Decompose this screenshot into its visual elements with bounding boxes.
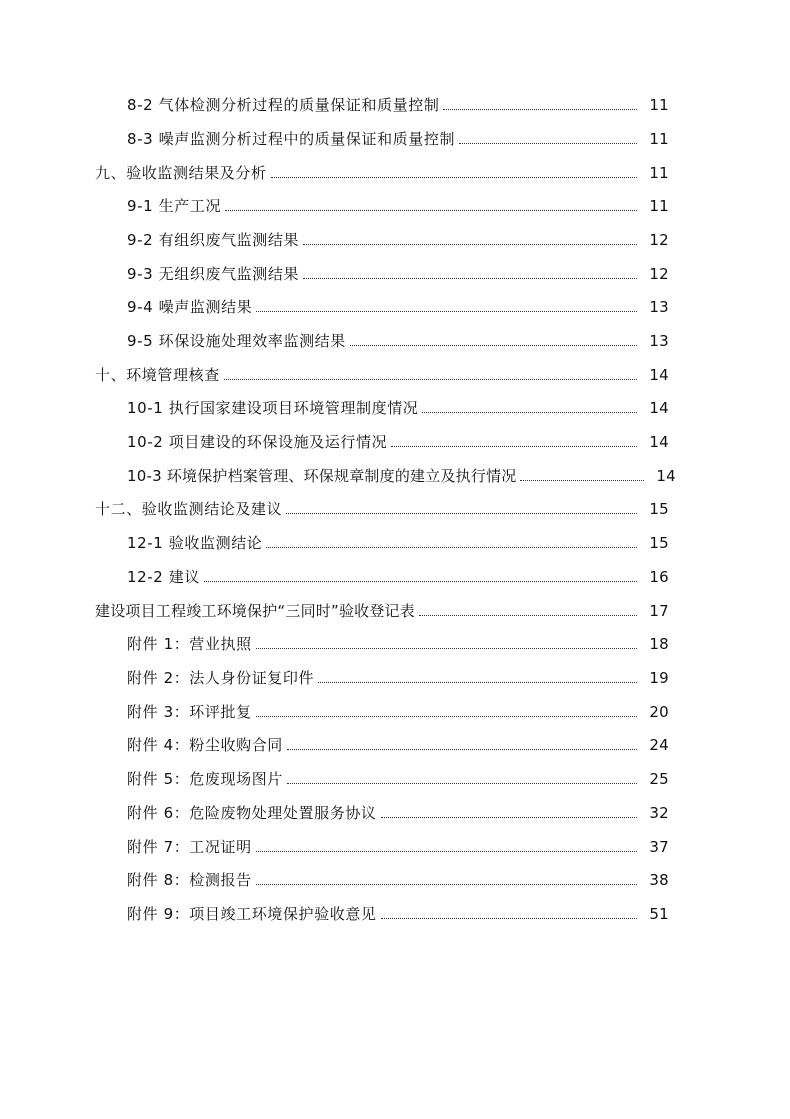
toc-dot-leader (419, 614, 637, 616)
toc-dot-leader (287, 748, 637, 750)
toc-entry-label: 8-3 噪声监测分析过程中的质量保证和质量控制 (127, 130, 456, 148)
toc-entry-attachment-9[interactable] (127, 900, 669, 924)
toc-dot-leader (381, 917, 637, 919)
toc-dot-leader (204, 580, 637, 582)
toc-entry-10-3[interactable] (127, 462, 676, 486)
toc-dot-leader (286, 512, 637, 514)
toc-entry-9-3[interactable] (127, 260, 669, 284)
toc-page-number: 13 (649, 298, 669, 316)
toc-page-number: 16 (649, 568, 669, 586)
toc-page-number: 12 (649, 231, 669, 249)
toc-dot-leader (381, 816, 637, 818)
toc-page-number: 15 (649, 534, 669, 552)
toc-dot-leader (266, 546, 637, 548)
toc-page-number: 11 (649, 197, 669, 215)
toc-entry-label: 建设项目工程竣工环境保护“三同时”验收登记表 (95, 602, 415, 620)
toc-entry-label: 12-1 验收监测结论 (127, 534, 263, 552)
toc-entry-9-1[interactable] (127, 192, 669, 216)
toc-entry-label: 9-1 生产工况 (127, 197, 222, 215)
toc-dot-leader (256, 310, 637, 312)
toc-entry-label: 附件 1：营业执照 (127, 635, 252, 653)
toc-entry-label: 10-3 环境保护档案管理、环保规章制度的建立及执行情况 (127, 467, 517, 485)
toc-entry-label: 10-1 执行国家建设项目环境管理制度情况 (127, 399, 419, 417)
toc-entry-label: 附件 2：法人身份证复印件 (127, 669, 315, 687)
toc-page-number: 19 (649, 669, 669, 687)
toc-page-number: 13 (649, 332, 669, 350)
toc-entry-attachment-6[interactable] (127, 799, 669, 823)
toc-page-number: 11 (649, 130, 669, 148)
toc-dot-leader (520, 479, 644, 481)
toc-entry-10-1[interactable] (127, 394, 669, 418)
toc-dot-leader (271, 176, 637, 178)
toc-dot-leader (391, 445, 637, 447)
toc-entry-chapter-9[interactable] (95, 159, 669, 183)
toc-entry-registration-form[interactable] (95, 597, 669, 621)
toc-entry-label: 附件 3：环评批复 (127, 703, 252, 721)
toc-entry-attachment-1[interactable] (127, 630, 669, 654)
toc-page-number: 14 (656, 467, 676, 485)
toc-entry-label: 附件 7：工况证明 (127, 838, 252, 856)
toc-page-number: 37 (649, 838, 669, 856)
toc-page-number: 11 (649, 164, 669, 182)
toc-page-number: 18 (649, 635, 669, 653)
toc-entry-label: 8-2 气体检测分析过程的质量保证和质量控制 (127, 96, 440, 114)
toc-page-number: 24 (649, 736, 669, 754)
toc-entry-10-2[interactable] (127, 428, 669, 452)
toc-entry-label: 9-4 噪声监测结果 (127, 298, 253, 316)
toc-entry-label: 10-2 项目建设的环保设施及运行情况 (127, 433, 388, 451)
toc-entry-label: 9-3 无组织废气监测结果 (127, 265, 300, 283)
toc-entry-9-5[interactable] (127, 327, 669, 351)
toc-dot-leader (303, 243, 637, 245)
toc-entry-9-2[interactable] (127, 226, 669, 250)
toc-page-number: 14 (649, 433, 669, 451)
toc-entry-9-4[interactable] (127, 293, 669, 317)
toc-page-number: 11 (649, 96, 669, 114)
toc-page-number: 20 (649, 703, 669, 721)
toc-dot-leader (256, 647, 637, 649)
toc-entry-label: 附件 8：检测报告 (127, 871, 252, 889)
toc-dot-leader (318, 681, 637, 683)
toc-dot-leader (256, 850, 637, 852)
toc-page-number: 17 (649, 602, 669, 620)
toc-page-number: 14 (649, 399, 669, 417)
toc-entry-label: 9-2 有组织废气监测结果 (127, 231, 300, 249)
toc-entry-chapter-10[interactable] (95, 361, 669, 385)
toc-entry-12-1[interactable] (127, 529, 669, 553)
toc-entry-attachment-2[interactable] (127, 664, 669, 688)
toc-entry-attachment-7[interactable] (127, 833, 669, 857)
toc-entry-chapter-12[interactable] (95, 495, 669, 519)
toc-entry-12-2[interactable] (127, 563, 669, 587)
toc-entry-label: 9-5 环保设施处理效率监测结果 (127, 332, 346, 350)
toc-dot-leader (287, 782, 637, 784)
toc-entry-label: 附件 5：危废现场图片 (127, 770, 283, 788)
toc-entry-8-2[interactable] (127, 91, 669, 115)
toc-dot-leader (224, 378, 637, 380)
toc-entry-label: 附件 4：粉尘收购合同 (127, 736, 283, 754)
toc-dot-leader (256, 715, 637, 717)
toc-page-number: 15 (649, 500, 669, 518)
toc-entry-attachment-4[interactable] (127, 731, 669, 755)
toc-dot-leader (256, 883, 637, 885)
toc-entry-label: 十二、验收监测结论及建议 (95, 500, 283, 518)
toc-entry-label: 九、验收监测结果及分析 (95, 164, 267, 182)
toc-dot-leader (303, 277, 637, 279)
toc-page-number: 38 (649, 871, 669, 889)
toc-dot-leader (350, 344, 637, 346)
toc-entry-label: 附件 9：项目竣工环境保护验收意见 (127, 905, 377, 923)
toc-entry-label: 十、环境管理核查 (95, 366, 220, 384)
toc-entry-attachment-5[interactable] (127, 765, 669, 789)
toc-dot-leader (443, 108, 637, 110)
toc-entry-label: 附件 6：危险废物处理处置服务协议 (127, 804, 377, 822)
toc-entry-label: 12-2 建议 (127, 568, 201, 586)
toc-entry-attachment-8[interactable] (127, 866, 669, 890)
toc-entry-attachment-3[interactable] (127, 698, 669, 722)
toc-page-number: 12 (649, 265, 669, 283)
toc-page-number: 51 (649, 905, 669, 923)
toc-dot-leader (422, 411, 637, 413)
toc-dot-leader (225, 209, 637, 211)
toc-entry-8-3[interactable] (127, 125, 669, 149)
toc-dot-leader (459, 142, 637, 144)
toc-page-number: 32 (649, 804, 669, 822)
toc-page-number: 25 (649, 770, 669, 788)
toc-page-number: 14 (649, 366, 669, 384)
